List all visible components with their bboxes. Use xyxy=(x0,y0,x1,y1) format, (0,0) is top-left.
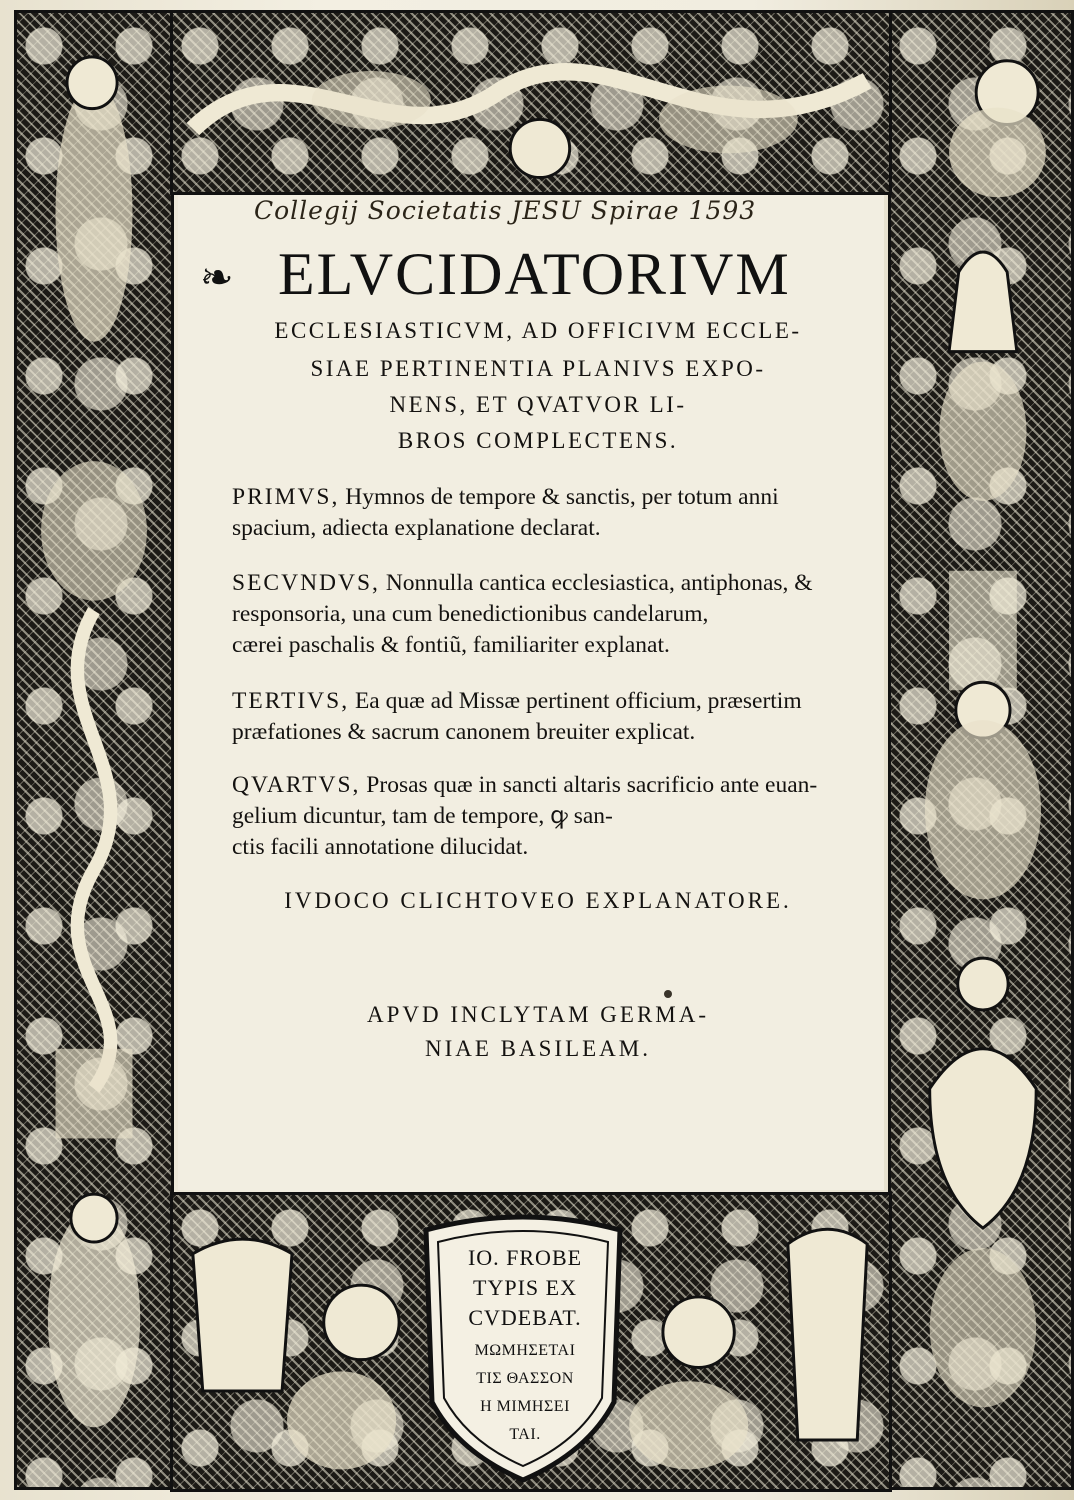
printer-mark-line: TYPIS EX xyxy=(473,1275,577,1300)
ownership-inscription: Collegij Societatis JESU Spirae 1593 xyxy=(254,196,757,225)
book-text-line: Nonnulla cantica ecclesiastica, antiphonas, & xyxy=(379,570,813,596)
book-lead: QVARTVS, xyxy=(232,772,361,798)
subtitle-line: BROS COMPLECTENS. xyxy=(397,428,679,453)
subtitle-line: SIAE PERTINENTIA PLANIVS EXPO- xyxy=(310,356,766,381)
book-lead: SECVNDVS, xyxy=(232,570,380,596)
book-lead: PRIMVS, xyxy=(232,484,340,510)
satyr-column-illustration xyxy=(17,13,171,1487)
book-text-line: præfationes & sacrum canonem breuiter explicat. xyxy=(232,719,696,745)
book-text-line: cærei paschalis & fontiũ, familiariter explanat. xyxy=(232,632,670,658)
book-three-description xyxy=(232,686,872,748)
book-one-description xyxy=(232,482,872,544)
printer-mark-line: CVDEBAT. xyxy=(468,1305,582,1330)
printer-mark-greek-line: Η ΜΙΜΗΣΕΙ xyxy=(480,1398,570,1415)
printer-mark-line: IO. FROBE xyxy=(467,1245,583,1270)
book-text-line: ctis facili annotatione dilucidat. xyxy=(232,834,529,860)
woodcut-border-left xyxy=(14,10,174,1490)
printer-mark-greek-line: ΤΑΙ. xyxy=(509,1426,541,1443)
book-lead: TERTIVS, xyxy=(232,688,350,714)
subtitle-line: NENS, ET QVATVOR LI- xyxy=(389,392,687,417)
woodcut-border-right xyxy=(888,10,1074,1490)
candelabrum-column-illustration xyxy=(891,13,1071,1487)
imprint-line: NIAE BASILEAM. xyxy=(425,1036,651,1061)
printer-mark-greek-line: ΤΙΣ ΘΑΣΣΟΝ xyxy=(476,1370,574,1387)
book-text-line: Prosas quæ in sancti altaris sacrificio ante euan- xyxy=(360,772,818,798)
ink-dot xyxy=(664,990,672,998)
subtitle-line: ECCLESIASTICVM, AD OFFICIVM ECCLE- xyxy=(274,318,802,343)
book-text-line: spacium, adiecta explanatione declarat. xyxy=(232,515,601,541)
book-text-line: Ea quæ ad Missæ pertinent officium, præsertim xyxy=(349,688,802,714)
book-two-description xyxy=(232,568,872,661)
title-row xyxy=(198,240,878,310)
imprint-line: APVD INCLYTAM GERMA- xyxy=(366,1002,710,1027)
book-four-description xyxy=(232,770,872,863)
printer-mark-greek-line: ΜΩΜΗΣΕΤΑΙ xyxy=(474,1342,576,1359)
book-text-line: responsoria, una cum benedictionibus candelarum, xyxy=(232,601,709,627)
book-text-line: gelium dicuntur, tam de tempore, ꝙ san- xyxy=(232,803,613,829)
fleuron-icon: ❧ xyxy=(200,255,234,300)
woodcut-border-top xyxy=(170,10,892,195)
author-line: IVDOCO CLICHTOVEO EXPLANATORE. xyxy=(284,888,792,913)
foliage-and-mask-illustration xyxy=(173,13,889,192)
book-text-line: Hymnos de tempore & sanctis, per totum anni xyxy=(339,484,779,510)
book-title: ELVCIDATORIVM xyxy=(278,241,791,307)
